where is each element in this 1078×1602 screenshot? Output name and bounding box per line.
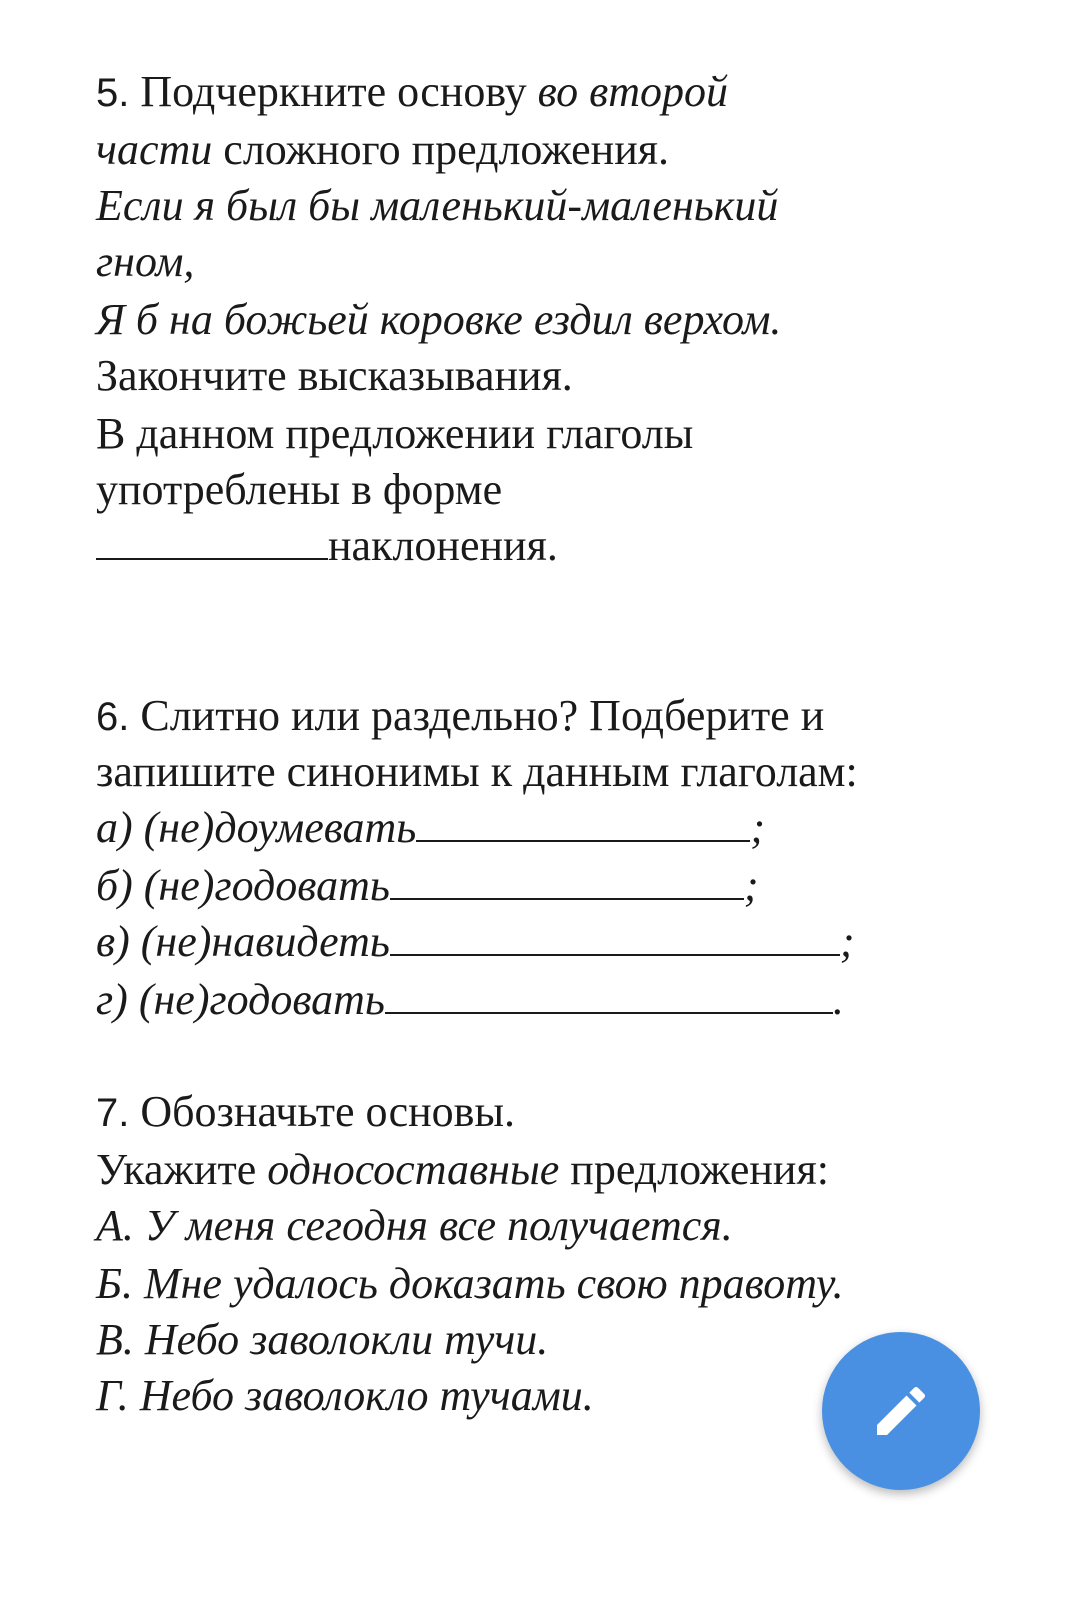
answer-blank[interactable] [385,976,833,1014]
task5-statement-end: наклонения. [328,521,558,570]
task7-option-b: Б. Мне удалось доказать свою правоту. [96,1259,844,1308]
task5-instruction: Подчеркните основу [140,67,527,116]
task6-item-punct: ; [750,803,765,852]
task6-line1 [96,688,824,745]
task6-item-punct: ; [839,917,855,966]
answer-blank[interactable] [96,522,328,560]
task6-item-d [96,972,844,1028]
task6-item-b [96,858,759,914]
task7-instruction: Обозначьте основы. [140,1087,516,1136]
task7-number: 7. [96,1091,130,1135]
task7-option-d: Г. Небо заволокло тучами. [96,1371,594,1420]
task5-poem-line3: Я б на божьей коровке ездил верхом. [96,295,782,344]
task7-instruction-2: Укажите [96,1145,257,1194]
task6-item-punct: ; [743,861,759,910]
task5-statement-line1: В данном предложении глаголы [96,409,694,458]
task6-item-text: г) (не)годовать [96,975,385,1024]
task6-instruction: Слитно или раздельно? Подберите и [140,691,825,740]
task7-line1 [96,1084,515,1141]
task6-item-text: б) (не)годовать [96,861,390,910]
task5-instruction-italic: во второй [537,67,728,116]
pencil-icon [869,1379,933,1443]
task7-instruction-italic: односоставные [267,1145,560,1194]
task7-option-a: А. У меня сегодня все получается. [96,1201,733,1250]
task7-line2 [96,1142,829,1198]
task6-number: 6. [96,695,130,739]
task5-poem-line1: Если я был бы маленький-маленький [96,181,779,230]
task6-instruction-2: запишите синонимы к данным глаголам: [96,747,858,796]
task5-statement-line3 [96,518,558,574]
edit-fab-button[interactable] [822,1332,980,1490]
task6-item-text: в) (не)навидеть [96,917,390,966]
answer-blank[interactable] [390,918,840,956]
task6-item-c [96,914,855,970]
answer-blank[interactable] [416,804,750,842]
task5-line1 [96,64,728,121]
task7-instruction-3: предложения: [570,1145,829,1194]
task6-item-text: а) (не)доумевать [96,803,417,852]
answer-blank[interactable] [390,862,744,900]
task5-poem-line2: гном, [96,237,195,286]
task6-item-punct: . [832,975,844,1024]
task7-option-c: В. Небо заволокли тучи. [96,1315,549,1364]
task5-subtask: Закончите высказывания. [96,351,573,400]
task5-number: 5. [96,71,130,115]
task5-line2 [96,122,669,178]
task5-statement-line2: употреблены в форме [96,465,503,514]
task5-instruction-2: сложного предложения. [223,125,670,174]
task6-item-a [96,800,765,856]
task5-instruction-italic-2: части [96,125,213,174]
